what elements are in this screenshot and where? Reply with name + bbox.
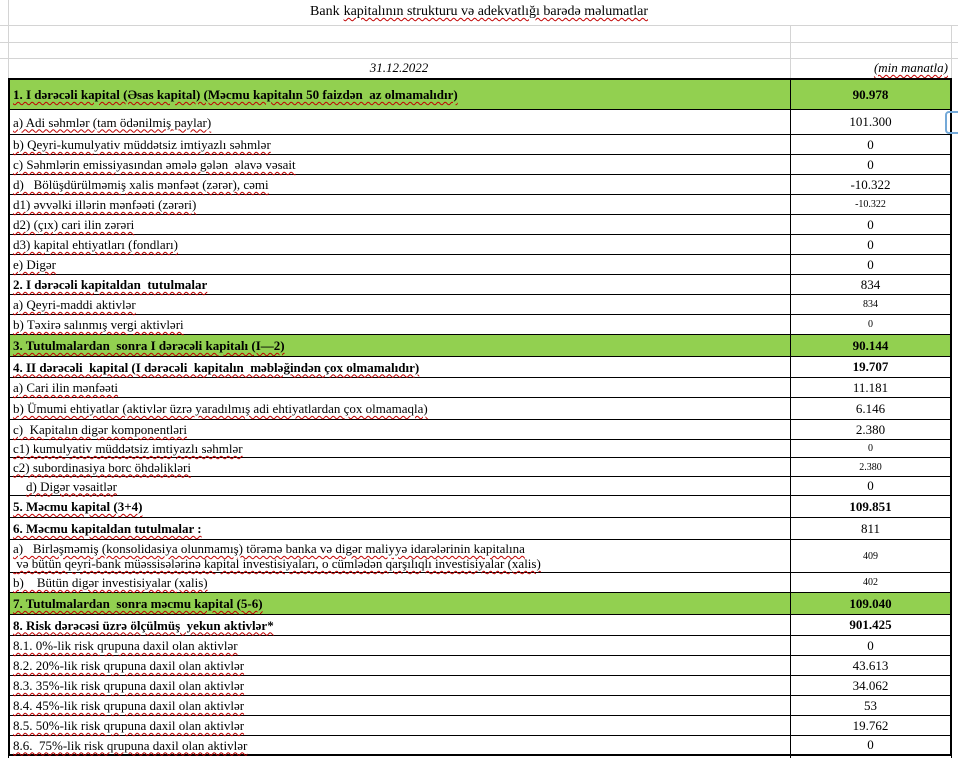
table-row: [10, 195, 950, 215]
table-row: [10, 518, 950, 540]
row-value: 11.181: [852, 379, 889, 395]
row-value-cell[interactable]: [791, 458, 950, 476]
row-value-cell[interactable]: [791, 110, 950, 134]
row-label: c) Səhmlərin emissiyasından əmələ gələn əlavə vəsait: [13, 157, 296, 172]
row-label-cell[interactable]: [10, 357, 791, 377]
row-label: a) Cari ilin mənfəəti: [13, 380, 119, 395]
row-label-line2: və bütün qeyri-bank müəssisələrinə kapital investisiyaları, o cümlədən qarşılıqlı investisiyalar (xalis): [13, 556, 541, 571]
table-row: [10, 420, 950, 440]
table-row: [10, 275, 950, 295]
row-value: 109.851: [849, 498, 892, 514]
row-label: 8.1. 0%-lik risk qrupuna daxil olan aktivlər: [13, 638, 238, 653]
row-value: 402: [863, 577, 878, 588]
row-label: b) Bütün digər investisiyalar (xalis): [13, 575, 208, 590]
row-label-cell[interactable]: [10, 656, 791, 675]
row-value: 90.978: [852, 86, 889, 102]
table-row: [10, 477, 950, 496]
row-label-cell[interactable]: [10, 255, 791, 274]
table-row: [10, 80, 950, 110]
row-label: d3) kapital ehtiyatları (fondları): [13, 237, 178, 252]
row-label-cell[interactable]: [10, 573, 791, 592]
row-label-cell[interactable]: [10, 716, 791, 735]
row-label-cell[interactable]: [10, 335, 791, 356]
row-value-cell[interactable]: [791, 420, 950, 439]
row-label: d) Digər vəsaitlər: [26, 478, 117, 494]
row-value: 834: [860, 276, 881, 292]
table-row: [10, 458, 950, 477]
row-label-cell[interactable]: [10, 110, 791, 134]
row-label: b) Ümumi ehtiyatlar (aktivlər üzrə yaradılmış adi ehtiyatlardan çox olmamaqla): [13, 401, 428, 416]
row-value-cell[interactable]: [791, 518, 950, 539]
row-label-cell[interactable]: [10, 155, 791, 174]
row-value-cell[interactable]: [791, 496, 950, 517]
row-label: e) Digər: [13, 257, 56, 272]
row-value-cell[interactable]: [791, 440, 950, 457]
title-text-spellchecked: kapitalının strukturu və adekvatlığı barədə məlumatlar: [343, 4, 648, 19]
table-row: [10, 593, 950, 615]
row-label-cell[interactable]: [10, 135, 791, 154]
table-row: [10, 135, 950, 155]
table-row: [10, 615, 950, 636]
row-value-cell[interactable]: [791, 255, 950, 274]
row-value-cell[interactable]: [791, 573, 950, 592]
row-value: 0: [867, 637, 874, 653]
row-value-cell[interactable]: [791, 335, 950, 356]
row-value: 6.146: [855, 400, 886, 416]
row-label-cell[interactable]: [10, 540, 791, 572]
table-row: [10, 716, 950, 736]
row-value: -10.322: [850, 176, 891, 192]
row-label: d2) (çıx) cari ilin zərəri: [13, 217, 135, 232]
row-label-cell[interactable]: [10, 295, 791, 314]
unit-note: (min manatla): [873, 60, 948, 75]
row-value-cell[interactable]: [791, 636, 950, 655]
table-row: [10, 335, 950, 357]
row-label-cell[interactable]: [10, 736, 791, 754]
row-label-cell[interactable]: [10, 458, 791, 476]
table-row: [10, 295, 950, 315]
row-label-cell[interactable]: [10, 378, 791, 397]
row-value: 0: [867, 478, 874, 493]
row-value: 109.040: [849, 595, 892, 611]
row-value: 43.613: [852, 657, 889, 673]
row-label-cell[interactable]: [10, 593, 791, 614]
report-date: 31.12.2022: [369, 60, 429, 75]
row-label: 1. I dərəcəli kapital (Əsas kapital) (Məcmu kapitalın 50 faizdən az olmamalıdır): [13, 87, 458, 102]
table-row: [10, 215, 950, 235]
row-value-cell[interactable]: [791, 593, 950, 614]
row-value-cell[interactable]: [791, 656, 950, 675]
row-value-cell[interactable]: [791, 295, 950, 314]
row-label: a) Birləşməmiş (konsolidasiya olunmamış) törəmə banka və digər maliyyə idarələrinin kapitalına: [13, 541, 525, 556]
row-value: 34.062: [852, 677, 889, 693]
row-label: 8.6. 75%-lik risk qrupuna daxil olan aktivlər: [13, 737, 248, 753]
row-label-cell[interactable]: [10, 175, 791, 194]
row-value: 90.144: [852, 337, 889, 353]
title-text: Bank: [310, 4, 340, 19]
table-row: [10, 573, 950, 593]
row-value-cell[interactable]: [791, 357, 950, 377]
row-label: b) Qeyri-kumulyativ müddətsiz imtiyazlı səhmlər: [13, 137, 271, 152]
row-value: 0: [867, 156, 874, 172]
table-row: [10, 110, 950, 135]
row-label: 8.2. 20%-lik risk qrupuna daxil olan aktivlər: [13, 658, 245, 673]
row-value: 0: [867, 236, 874, 252]
table-row: [10, 315, 950, 335]
row-value: 2.380: [859, 461, 882, 473]
row-label: 8.4. 45%-lik risk qrupuna daxil olan aktivlər: [13, 698, 245, 713]
row-value-cell[interactable]: [791, 615, 950, 635]
row-label-cell[interactable]: [10, 80, 791, 109]
row-value: 0: [868, 319, 873, 330]
row-value: 811: [860, 520, 881, 536]
row-value-cell[interactable]: [791, 696, 950, 715]
row-value: 101.300: [849, 114, 892, 129]
row-value: 834: [863, 299, 878, 310]
row-value-cell[interactable]: [791, 736, 950, 754]
row-label: 4. II dərəcəli kapital (I dərəcəli kapitalın məbləğindən çox olmamalıdır): [13, 359, 420, 375]
row-label: a) Adi səhmlər (tam ödənilmiş paylar): [13, 114, 212, 130]
row-value: 0: [867, 256, 874, 272]
table-row: [10, 235, 950, 255]
row-value-cell[interactable]: [791, 80, 950, 109]
row-value: 901.425: [849, 617, 892, 632]
row-value: 2.380: [855, 421, 886, 437]
row-label-cell[interactable]: [10, 676, 791, 695]
row-value-cell[interactable]: [791, 378, 950, 397]
row-label-cell[interactable]: [10, 496, 791, 517]
row-value-cell[interactable]: [791, 195, 950, 214]
row-label-cell[interactable]: [10, 315, 791, 334]
row-label: 8.3. 35%-lik risk qrupuna daxil olan aktivlər: [13, 678, 245, 693]
report-date-cell[interactable]: [8, 60, 790, 76]
row-value: 0: [867, 216, 874, 232]
row-value-cell[interactable]: [791, 135, 950, 154]
document-title[interactable]: [0, 4, 958, 20]
row-value: 19.762: [852, 717, 889, 733]
row-value: 0: [868, 443, 873, 454]
row-value: 19.707: [852, 359, 889, 374]
row-label-cell[interactable]: [10, 398, 791, 419]
row-label: a) Qeyri-maddi aktivlər: [13, 297, 136, 312]
gridline: [0, 58, 958, 59]
table-row: [10, 378, 950, 398]
row-label-cell[interactable]: [10, 275, 791, 294]
row-value-cell[interactable]: [791, 477, 950, 495]
row-label: 2. I dərəcəli kapitaldan tutulmalar: [13, 277, 208, 292]
table-row: [10, 676, 950, 696]
gridline: [0, 42, 958, 43]
gridline: [0, 25, 958, 26]
row-value-cell[interactable]: [791, 315, 950, 334]
row-value-cell[interactable]: [791, 676, 950, 695]
row-value: 409: [863, 550, 878, 562]
row-label: c1) kumulyativ müddətsiz imtiyazlı səhmlər: [13, 441, 243, 456]
table-row: [10, 696, 950, 716]
row-value: -10.322: [855, 199, 886, 210]
table-row: [10, 175, 950, 195]
row-label-cell[interactable]: [10, 195, 791, 214]
table-row: [10, 255, 950, 275]
row-label: c2) subordinasiya borc öhdəlikləri: [13, 459, 191, 475]
table-row: [10, 736, 950, 754]
row-label: 6. Məcmu kapitaldan tutulmalar :: [13, 521, 202, 536]
row-value-cell[interactable]: [791, 398, 950, 419]
row-label: c) Kapitalın digər komponentləri: [13, 422, 188, 437]
row-value-cell[interactable]: [791, 235, 950, 254]
row-value: 0: [867, 136, 874, 152]
row-label: 8. Risk dərəcəsi üzrə ölçülmüş yekun aktivlər*: [13, 617, 274, 633]
table-row: [10, 440, 950, 458]
row-label-cell[interactable]: [10, 477, 791, 495]
capital-table: [8, 78, 952, 756]
row-value: 53: [864, 697, 877, 713]
row-label-cell[interactable]: [10, 235, 791, 254]
row-label-cell[interactable]: [10, 615, 791, 635]
row-label-cell[interactable]: [10, 696, 791, 715]
table-row: [10, 398, 950, 420]
table-row: [10, 155, 950, 175]
row-label-cell[interactable]: [10, 636, 791, 655]
row-value-cell[interactable]: [791, 540, 950, 572]
row-value-cell[interactable]: [791, 215, 950, 234]
row-label: d) Bölüşdürülməmiş xalis mənfəət (zərər), cəmi: [13, 177, 269, 192]
row-label-cell[interactable]: [10, 420, 791, 439]
row-value-cell[interactable]: [791, 716, 950, 735]
row-label: 7. Tutulmalardan sonra məcmu kapital (5-6): [13, 596, 263, 611]
row-label-cell[interactable]: [10, 440, 791, 457]
row-value: 0: [867, 737, 874, 752]
row-value-cell[interactable]: [791, 275, 950, 294]
row-label: 3. Tutulmalardan sonra I dərəcəli kapitalı (I—2): [13, 338, 285, 353]
gridline: [951, 25, 952, 78]
selected-cell-indicator[interactable]: [945, 111, 958, 134]
row-value-cell[interactable]: [791, 155, 950, 174]
table-row: [10, 496, 950, 518]
row-label-cell[interactable]: [10, 518, 791, 539]
row-value-cell[interactable]: [791, 175, 950, 194]
row-label: 8.5. 50%-lik risk qrupuna daxil olan aktivlər: [13, 718, 245, 733]
unit-note-cell[interactable]: [790, 60, 948, 76]
table-row: [10, 636, 950, 656]
row-label: 5. Məcmu kapital (3+4): [13, 499, 143, 514]
row-label: d1) əvvəlki illərin mənfəəti (zərəri): [13, 197, 197, 212]
table-row: [10, 357, 950, 378]
row-label: b) Təxirə salınmış vergi aktivləri: [13, 317, 184, 332]
table-row: [10, 656, 950, 676]
table-row: [10, 540, 950, 573]
row-label-cell[interactable]: [10, 215, 791, 234]
